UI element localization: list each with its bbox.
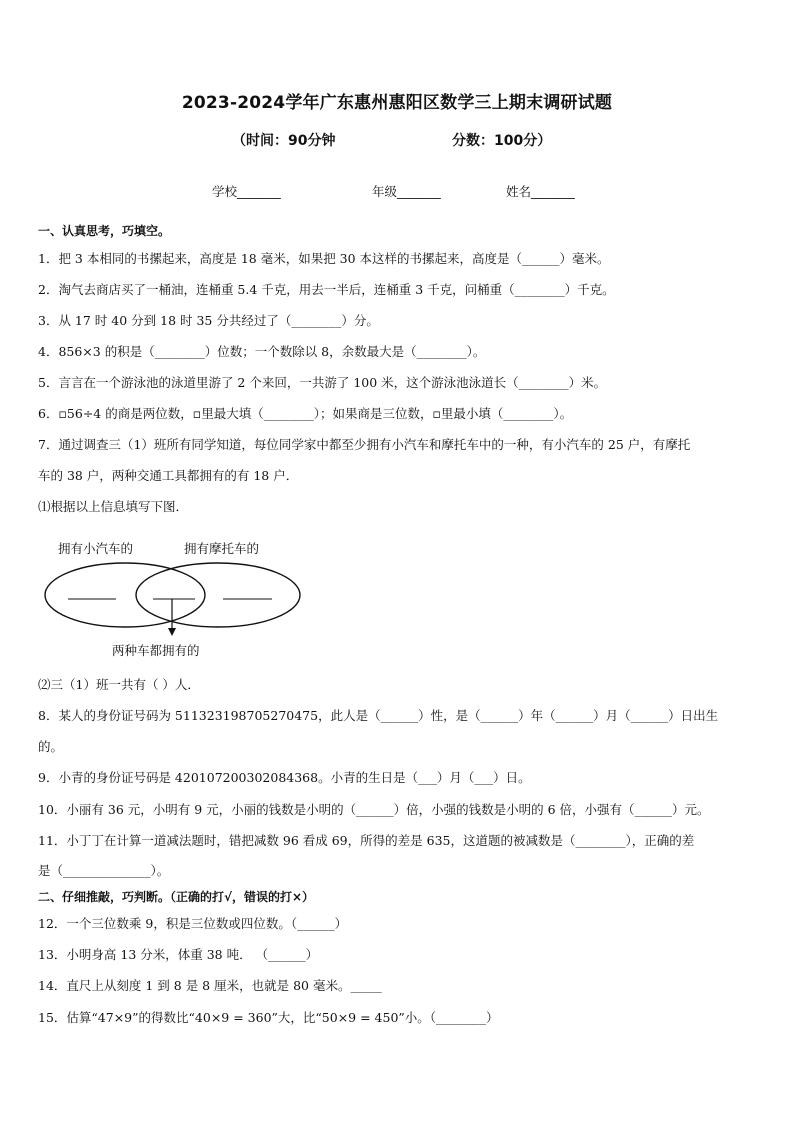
- question-11-line-2: 是（______________）。: [38, 863, 170, 878]
- question-9: 9．小青的身份证号码是 420107200302084368。小青的生日是（___）月（___）日。: [38, 770, 531, 785]
- question-6: 6．▫56÷4 的商是两位数，▫里最大填（________）；如果商是三位数，▫里最小填（________）。: [38, 406, 573, 421]
- question-5: 5．言言在一个游泳池的泳道里游了 2 个来回，一共游了 100 米，这个游泳池泳道长（________）米。: [38, 375, 607, 390]
- question-13: 13．小明身高 13 分米，体重 38 吨． （______）: [38, 947, 319, 962]
- exam-time: （时间：90分钟: [232, 133, 336, 149]
- school-field: 学校_______: [212, 184, 281, 199]
- question-7-line-2: 车的 38 户，两种交通工具都拥有的有 18 户．: [38, 468, 299, 483]
- question-15: 15．估算“47×9”的得数比“40×9 = 360”大，比“50×9 = 450”小。（________）: [38, 1010, 499, 1025]
- question-7-line-1: 7．通过调查三（1）班所有同学知道，每位同学家中都至少拥有小汽车和摩托车中的一种，有小汽车的 25 户，有摩托: [38, 437, 691, 452]
- question-4: 4．856×3 的积是（________）位数；一个数除以 8，余数最大是（________）。: [38, 344, 486, 359]
- pointer-arrow-head: [168, 628, 176, 636]
- grade-field: 年级_______: [372, 184, 441, 199]
- motorcycle-owners-ellipse: [136, 563, 300, 627]
- venn-left-label: 拥有小汽车的: [58, 541, 134, 556]
- exam-title: 2023-2024学年广东惠州惠阳区数学三上期末调研试题: [181, 93, 613, 113]
- venn-right-label: 拥有摩托车的: [184, 541, 260, 556]
- question-3: 3．从 17 时 40 分到 18 时 35 分共经过了（________）分。: [38, 313, 379, 328]
- name-field: 姓名_______: [506, 184, 575, 199]
- question-8-line-1: 8．某人的身份证号码为 511323198705270475，此人是（______）性，是（______）年（______）月（______）日出生: [38, 708, 719, 723]
- car-owners-ellipse: [45, 563, 205, 627]
- question-10: 10．小丽有 36 元，小明有 9 元，小丽的钱数是小明的（______）倍，小强的钱数是小明的 6 倍，小强有（______）元。: [38, 802, 710, 817]
- question-11-line-1: 11．小丁丁在计算一道减法题时，错把减数 96 看成 69，所得的差是 635，这道题的被减数是（________），正确的差: [38, 833, 695, 848]
- venn-bottom-label: 两种车都拥有的: [112, 643, 200, 658]
- question-12: 12．一个三位数乘 9，积是三位数或四位数。（______）: [38, 916, 348, 931]
- section-2-heading: 二、仔细推敲，巧判断。（正确的打√，错误的打×）: [38, 890, 315, 904]
- question-14: 14．直尺上从刻度 1 到 8 是 8 厘米，也就是 80 毫米。_____: [38, 978, 382, 993]
- question-7-part-2: ⑵三（1）班一共有（ ）人．: [38, 677, 200, 692]
- question-8-line-2: 的。: [38, 739, 64, 754]
- section-1-heading: 一、认真思考，巧填空。: [38, 224, 171, 238]
- question-2: 2．淘气去商店买了一桶油，连桶重 5.4 千克，用去一半后，连桶重 3 千克，问桶重（________）千克。: [38, 282, 615, 297]
- exam-score: 分数：100分）: [452, 133, 552, 149]
- question-7-part-1: ⑴根据以上信息填写下图．: [38, 499, 189, 514]
- question-1: 1．把 3 本相同的书摞起来，高度是 18 毫米，如果把 30 本这样的书摞起来，高度是（______）毫米。: [38, 251, 610, 266]
